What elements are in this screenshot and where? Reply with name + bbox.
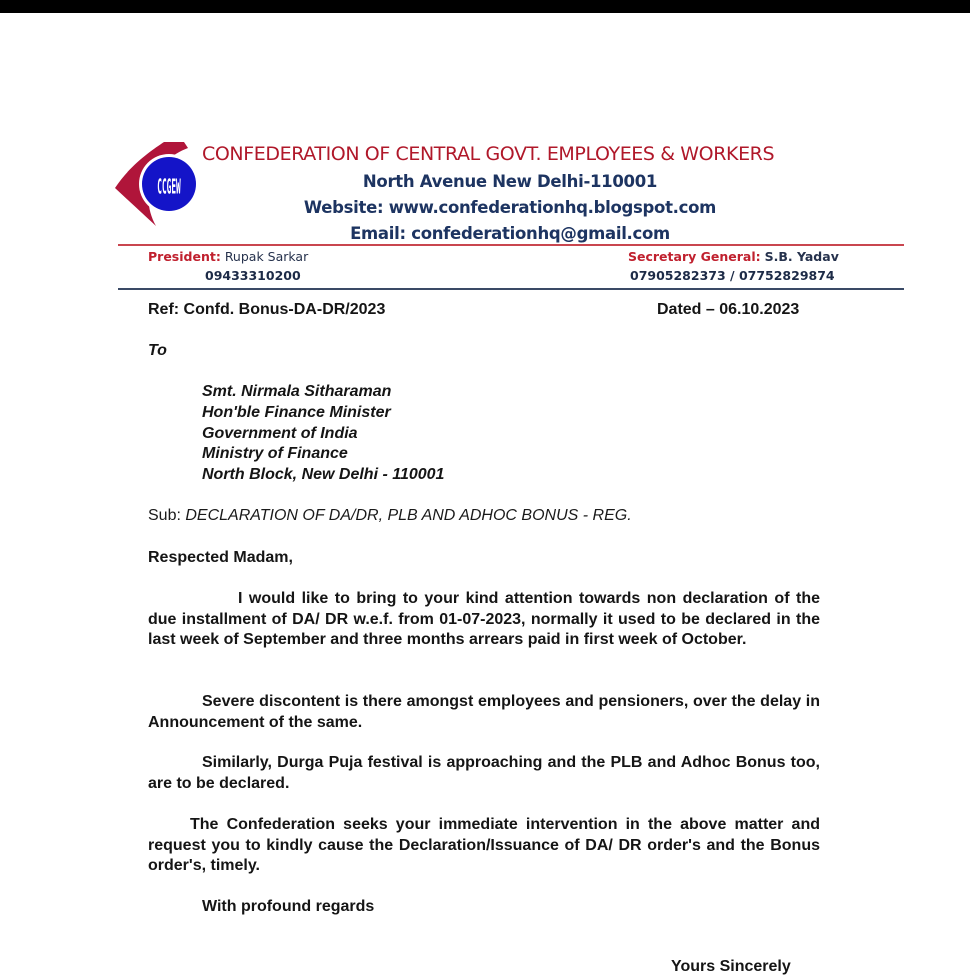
president-phone: 09433310200 bbox=[205, 268, 301, 283]
body-paragraph: I would like to bring to your kind attention towards non declaration of the due installment of DA/ DR w.e.f. from 01-07-2023, normally it used to be declared in the last week of September and three months arrears paid in first week of October. bbox=[148, 590, 820, 648]
secretary-general-info bbox=[628, 249, 839, 264]
organization-name: CONFEDERATION OF CENTRAL GOVT. EMPLOYEES & WORKERS bbox=[202, 143, 775, 165]
body-paragraph: Severe discontent is there amongst employees and pensioners, over the delay in Announcement of the same. bbox=[148, 693, 820, 731]
header-divider-blue bbox=[118, 288, 904, 290]
subject-text: DECLARATION OF DA/DR, PLB AND ADHOC BONUS - REG. bbox=[185, 507, 632, 524]
body-paragraph: The Confederation seeks your immediate intervention in the above matter and request you to kindly cause the Declaration/Issuance of DA/ DR order's and the Bonus order's, timely. bbox=[148, 816, 820, 874]
subject-label: Sub: bbox=[148, 507, 181, 524]
addressee-line: Government of India bbox=[202, 425, 358, 442]
secretary-general-name: S.B. Yadav bbox=[764, 249, 839, 264]
reference-number: Ref: Confd. Bonus-DA-DR/2023 bbox=[148, 301, 386, 318]
addressee-line: Smt. Nirmala Sitharaman bbox=[202, 383, 392, 400]
svg-text:CCGEW: CCGEW bbox=[157, 173, 181, 199]
closing-line: With profound regards bbox=[202, 898, 375, 915]
president-label: President: bbox=[148, 249, 221, 264]
letter-date: Dated – 06.10.2023 bbox=[657, 301, 800, 318]
header-divider-red bbox=[118, 244, 904, 246]
organization-website[interactable]: Website: www.confederationhq.blogspot.com bbox=[303, 198, 717, 217]
secretary-general-label: Secretary General: bbox=[628, 249, 761, 264]
addressee-line: Ministry of Finance bbox=[202, 445, 348, 462]
subject-line bbox=[148, 507, 632, 525]
addressee-line: Hon'ble Finance Minister bbox=[202, 404, 391, 421]
body-paragraph: Similarly, Durga Puja festival is approaching and the PLB and Adhoc Bonus too, are to be declared. bbox=[148, 754, 820, 792]
president-info bbox=[148, 249, 308, 264]
president-name: Rupak Sarkar bbox=[224, 249, 309, 264]
addressee-line: North Block, New Delhi - 110001 bbox=[202, 466, 445, 483]
to-label: To bbox=[148, 342, 167, 359]
salutation: Respected Madam, bbox=[148, 549, 293, 566]
organization-email[interactable]: Email: confederationhq@gmail.com bbox=[350, 224, 670, 243]
top-black-bar bbox=[0, 0, 970, 13]
organization-address: North Avenue New Delhi-110001 bbox=[362, 172, 658, 191]
secretary-general-phone: 07905282373 / 07752829874 bbox=[630, 268, 835, 283]
sign-off: Yours Sincerely bbox=[671, 958, 791, 975]
